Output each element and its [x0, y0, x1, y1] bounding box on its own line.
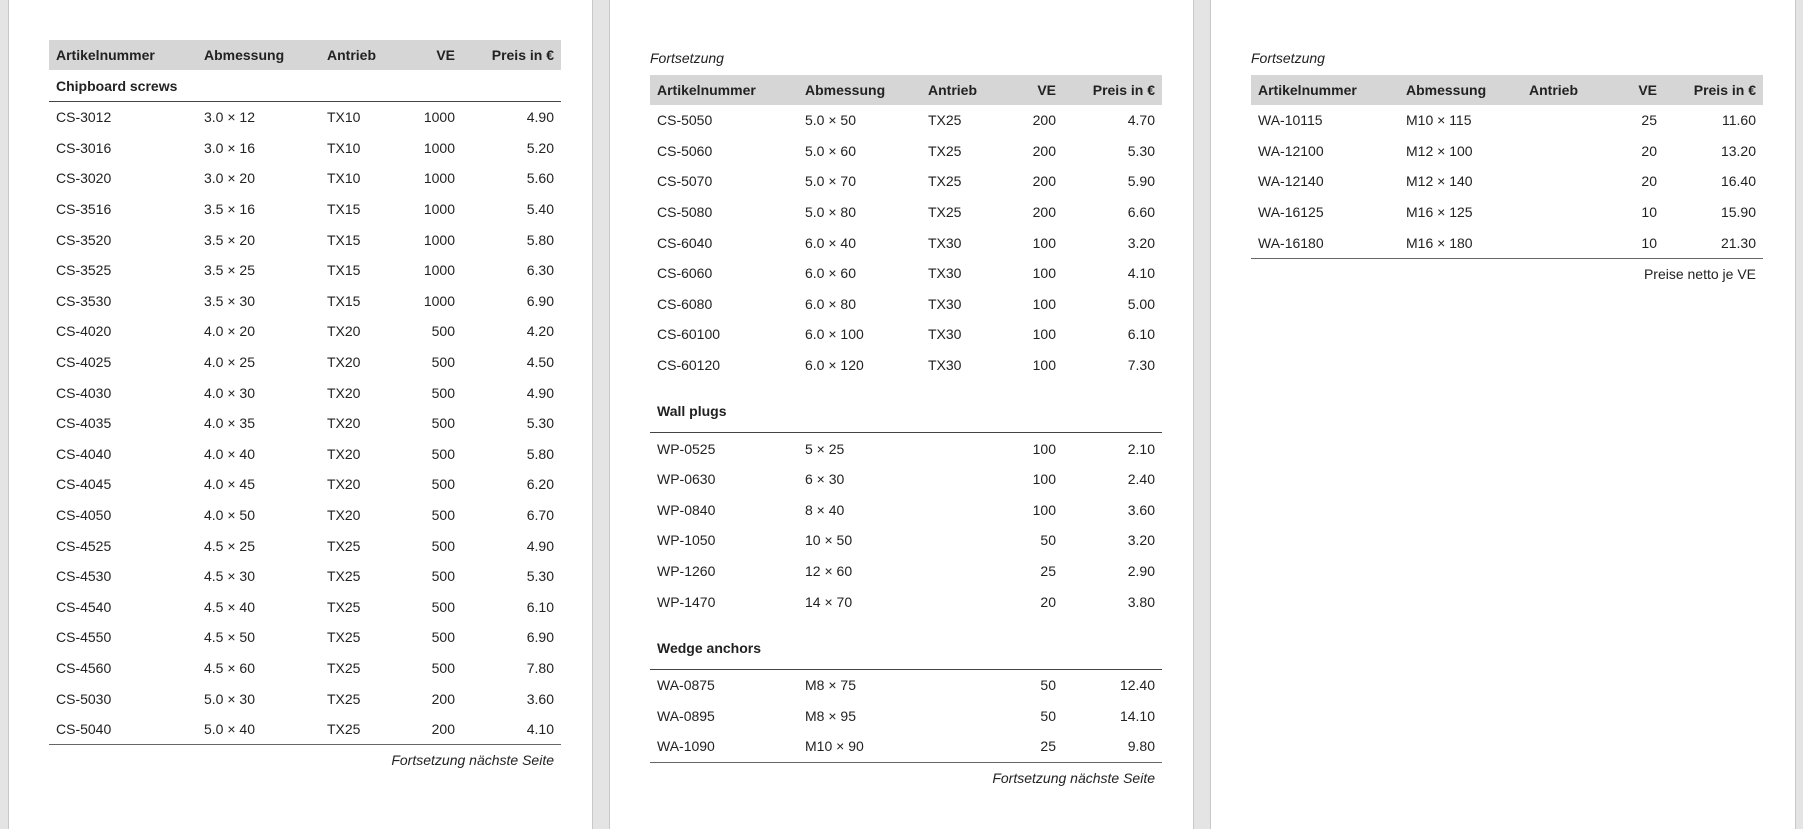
section-title: Wedge anchors	[650, 617, 1162, 670]
cell-artikelnummer: CS-4530	[56, 568, 112, 585]
cell-antrieb	[1522, 197, 1604, 228]
cell-preis: 6.10	[526, 598, 554, 615]
cell-antrieb: TX25	[327, 659, 361, 676]
cell-artikelnummer: WP-1260	[657, 563, 716, 580]
cell-ve: 100	[1032, 501, 1056, 518]
continuation-next-page: Fortsetzung nächste Seite	[391, 752, 554, 769]
cell-antrieb	[1522, 227, 1604, 258]
table-row	[1251, 197, 1763, 228]
cell-preis: 4.90	[526, 537, 554, 554]
cell-preis: 3.20	[1127, 532, 1155, 549]
cell-ve: 20	[1641, 142, 1657, 159]
cell-antrieb: TX25	[327, 568, 361, 585]
cell-artikelnummer: WA-0875	[657, 677, 715, 694]
continuation-label: Fortsetzung	[1251, 50, 1325, 66]
table-row	[1251, 105, 1763, 136]
cell-ve: 1000	[423, 109, 455, 126]
cell-preis: 3.60	[526, 690, 554, 707]
cell-artikelnummer: CS-5040	[49, 714, 197, 745]
cell-abmessung: 4.0 × 50	[204, 507, 255, 524]
cell-artikelnummer: CS-5060	[657, 142, 713, 159]
cell-ve: 500	[431, 568, 455, 585]
table-row	[49, 194, 561, 225]
cell-antrieb	[921, 669, 1003, 700]
table-row	[1251, 166, 1763, 197]
cell-preis: 5.80	[526, 445, 554, 462]
cell-ve: 100	[1032, 265, 1056, 282]
cell-artikelnummer: CS-3516	[56, 201, 112, 218]
cell-preis: 6.30	[526, 262, 554, 279]
cell-preis: 4.20	[526, 323, 554, 340]
table-row	[650, 586, 1162, 617]
cell-ve: 500	[431, 415, 455, 432]
cell-artikelnummer: CS-4025	[56, 354, 112, 371]
cell-preis: 16.40	[1720, 173, 1756, 190]
cell-preis: 9.80	[1063, 731, 1162, 762]
cell-antrieb	[921, 495, 1003, 526]
table-row	[650, 136, 1162, 167]
cell-artikelnummer: CS-3012	[56, 109, 112, 126]
table-row	[650, 350, 1162, 381]
header-ve: VE	[402, 40, 462, 70]
price-table	[49, 40, 561, 745]
cell-artikelnummer: CS-4020	[56, 323, 112, 340]
cell-antrieb: TX30	[928, 295, 962, 312]
cell-artikelnummer: WA-1090	[650, 731, 798, 762]
cell-ve: 1000	[423, 231, 455, 248]
header-preis: Preis in €	[1063, 75, 1162, 105]
cell-antrieb	[921, 525, 1003, 556]
header-ve: VE	[1604, 75, 1664, 105]
header-artikelnummer: Artikelnummer	[1251, 75, 1399, 105]
cell-abmessung: M8 × 95	[805, 707, 856, 724]
cell-ve: 25	[1641, 112, 1657, 129]
table-row	[49, 286, 561, 317]
cell-antrieb	[921, 731, 1003, 762]
section-title: Chipboard screws	[49, 70, 561, 102]
cell-ve: 500	[431, 659, 455, 676]
cell-artikelnummer: CS-60100	[657, 326, 721, 343]
cell-abmessung: 5 × 25	[805, 440, 845, 457]
cell-ve: 100	[1032, 234, 1056, 251]
table-row	[49, 102, 561, 133]
cell-ve: 1000	[423, 170, 455, 187]
cell-antrieb	[1522, 105, 1604, 136]
cell-antrieb: TX15	[327, 262, 361, 279]
cell-preis: 6.10	[1127, 326, 1155, 343]
cell-ve: 500	[431, 445, 455, 462]
cell-abmessung: 8 × 40	[805, 501, 845, 518]
cell-artikelnummer: CS-4030	[56, 384, 112, 401]
cell-ve: 10	[1604, 227, 1664, 258]
cell-ve: 200	[1032, 112, 1056, 129]
table-row	[49, 255, 561, 286]
cell-antrieb: TX20	[327, 476, 361, 493]
header-abmessung: Abmessung	[798, 75, 921, 105]
cell-antrieb: TX30	[928, 357, 962, 374]
table-row	[49, 653, 561, 684]
header-artikelnummer: Artikelnummer	[49, 40, 197, 70]
cell-ve: 100	[1032, 471, 1056, 488]
cell-artikelnummer: CS-4550	[56, 629, 112, 646]
cell-ve: 500	[431, 598, 455, 615]
cell-preis: 2.90	[1127, 563, 1155, 580]
table-header-row	[650, 75, 1162, 105]
cell-abmessung: M10 × 115	[1406, 112, 1472, 129]
cell-ve: 500	[431, 323, 455, 340]
cell-abmessung: 6.0 × 40	[805, 234, 856, 251]
table-row	[650, 495, 1162, 526]
cell-ve: 1000	[423, 139, 455, 156]
price-table	[650, 75, 1162, 763]
cell-abmessung: 4.5 × 25	[204, 537, 255, 554]
cell-ve: 25	[1003, 731, 1063, 762]
cell-artikelnummer: WP-1050	[657, 532, 716, 549]
cell-preis: 5.60	[526, 170, 554, 187]
header-antrieb: Antrieb	[320, 40, 402, 70]
cell-ve: 10	[1641, 204, 1657, 221]
cell-abmessung: M8 × 75	[805, 677, 856, 694]
table-row	[49, 133, 561, 164]
cell-abmessung: 4.0 × 20	[204, 323, 255, 340]
cell-antrieb: TX25	[928, 204, 962, 221]
cell-artikelnummer: WP-1470	[657, 593, 716, 610]
cell-artikelnummer: WA-16125	[1258, 204, 1324, 221]
cell-preis: 4.70	[1127, 112, 1155, 129]
cell-preis: 5.30	[526, 415, 554, 432]
section-heading-row	[49, 70, 561, 102]
cell-antrieb: TX20	[327, 323, 361, 340]
table-row	[49, 714, 561, 745]
cell-abmessung: 6 × 30	[805, 471, 845, 488]
cell-artikelnummer: WA-16180	[1251, 227, 1399, 258]
cell-ve: 200	[1032, 204, 1056, 221]
cell-abmessung: 4.5 × 30	[204, 568, 255, 585]
cell-artikelnummer: CS-6060	[657, 265, 713, 282]
cell-preis: 5.40	[526, 201, 554, 218]
table-row	[650, 227, 1162, 258]
cell-preis: 5.20	[526, 139, 554, 156]
cell-antrieb: TX25	[928, 142, 962, 159]
cell-ve: 100	[1032, 440, 1056, 457]
cell-antrieb: TX10	[327, 170, 361, 187]
cell-antrieb: TX20	[327, 384, 361, 401]
cell-antrieb: TX25	[320, 714, 402, 745]
cell-abmessung: 3.0 × 20	[204, 170, 255, 187]
cell-preis: 4.90	[526, 109, 554, 126]
cell-artikelnummer: CS-3525	[56, 262, 112, 279]
cell-ve: 1000	[423, 262, 455, 279]
cell-antrieb: TX15	[327, 231, 361, 248]
cell-artikelnummer: CS-5050	[657, 112, 713, 129]
cell-abmessung: 14 × 70	[805, 593, 853, 610]
header-artikelnummer: Artikelnummer	[650, 75, 798, 105]
cell-abmessung: 10 × 50	[805, 532, 853, 549]
cell-abmessung: 4.0 × 40	[204, 445, 255, 462]
cell-antrieb: TX25	[327, 537, 361, 554]
cell-artikelnummer: CS-6040	[657, 234, 713, 251]
cell-artikelnummer: CS-4560	[56, 659, 112, 676]
cell-antrieb	[921, 586, 1003, 617]
cell-ve: 100	[1032, 295, 1056, 312]
cell-antrieb	[1522, 136, 1604, 167]
cell-artikelnummer: WP-0525	[657, 440, 716, 457]
section-heading-row	[650, 380, 1162, 433]
cell-preis: 5.90	[1127, 173, 1155, 190]
cell-abmessung: 3.0 × 12	[204, 109, 255, 126]
cell-antrieb: TX20	[327, 507, 361, 524]
table-row	[49, 622, 561, 653]
cell-ve: 500	[431, 384, 455, 401]
table-row	[49, 347, 561, 378]
cell-ve: 200	[402, 714, 462, 745]
cell-preis: 13.20	[1720, 142, 1756, 159]
cell-abmessung: 4.5 × 60	[204, 659, 255, 676]
cell-preis: 6.20	[526, 476, 554, 493]
table-row	[650, 731, 1162, 762]
cell-preis: 3.20	[1127, 234, 1155, 251]
cell-abmessung: M12 × 100	[1406, 142, 1473, 159]
header-preis: Preis in €	[462, 40, 561, 70]
cell-preis: 6.70	[526, 507, 554, 524]
cell-antrieb: TX10	[327, 109, 361, 126]
cell-ve: 500	[431, 354, 455, 371]
cell-abmessung: 6.0 × 80	[805, 295, 856, 312]
cell-preis: 11.60	[1722, 112, 1756, 129]
table-row	[49, 163, 561, 194]
cell-abmessung: 5.0 × 80	[805, 204, 856, 221]
cell-ve: 500	[431, 537, 455, 554]
cell-artikelnummer: WA-0895	[657, 707, 715, 724]
cell-ve: 50	[1040, 532, 1056, 549]
cell-artikelnummer: CS-6080	[657, 295, 713, 312]
table-row	[650, 433, 1162, 464]
cell-abmessung: 4.0 × 45	[204, 476, 255, 493]
cell-artikelnummer: CS-4050	[56, 507, 112, 524]
cell-abmessung: 3.5 × 30	[204, 292, 255, 309]
table-row	[650, 669, 1162, 700]
cell-antrieb: TX20	[327, 354, 361, 371]
cell-ve: 20	[1641, 173, 1657, 190]
cell-ve: 200	[1032, 173, 1056, 190]
cell-antrieb: TX10	[327, 139, 361, 156]
cell-preis: 15.90	[1720, 204, 1756, 221]
table-row	[650, 464, 1162, 495]
cell-preis: 3.60	[1127, 501, 1155, 518]
header-ve: VE	[1003, 75, 1063, 105]
cell-artikelnummer: CS-3530	[56, 292, 112, 309]
catalog-page-1	[8, 0, 593, 829]
table-row	[49, 377, 561, 408]
cell-artikelnummer: CS-3520	[56, 231, 112, 248]
cell-abmessung: 12 × 60	[805, 563, 853, 580]
cell-abmessung: 3.5 × 25	[204, 262, 255, 279]
table-row	[49, 500, 561, 531]
cell-artikelnummer: CS-3020	[56, 170, 112, 187]
cell-ve: 20	[1040, 593, 1056, 610]
cell-abmessung: 4.5 × 40	[204, 598, 255, 615]
table-header-row	[49, 40, 561, 70]
cell-abmessung: M16 × 125	[1406, 204, 1473, 221]
cell-artikelnummer: CS-5070	[657, 173, 713, 190]
cell-abmessung: 5.0 × 70	[805, 173, 856, 190]
cell-ve: 25	[1040, 563, 1056, 580]
cell-artikelnummer: CS-3016	[56, 139, 112, 156]
cell-preis: 6.90	[526, 629, 554, 646]
cell-artikelnummer: CS-4045	[56, 476, 112, 493]
cell-preis: 5.00	[1127, 295, 1155, 312]
cell-artikelnummer: WP-0630	[657, 471, 716, 488]
cell-antrieb	[921, 433, 1003, 464]
cell-preis: 12.40	[1119, 677, 1155, 694]
cell-abmessung: 3.5 × 20	[204, 231, 255, 248]
cell-ve: 500	[431, 476, 455, 493]
cell-antrieb	[921, 556, 1003, 587]
cell-antrieb: TX25	[928, 112, 962, 129]
cell-ve: 1000	[423, 292, 455, 309]
table-row	[650, 701, 1162, 732]
table-row	[49, 530, 561, 561]
cell-abmessung: 6.0 × 60	[805, 265, 856, 282]
header-antrieb: Antrieb	[1522, 75, 1604, 105]
cell-ve: 1000	[423, 201, 455, 218]
table-row	[49, 592, 561, 623]
cell-antrieb: TX30	[928, 265, 962, 282]
cell-preis: 5.80	[526, 231, 554, 248]
cell-abmessung: 6.0 × 120	[805, 357, 864, 374]
table-row	[650, 105, 1162, 136]
continuation-next-page: Fortsetzung nächste Seite	[992, 769, 1155, 786]
cell-artikelnummer: WP-0840	[657, 501, 716, 518]
continuation-label: Fortsetzung	[650, 50, 724, 66]
cell-artikelnummer: CS-4525	[56, 537, 112, 554]
table-row	[650, 319, 1162, 350]
cell-abmessung: 4.0 × 30	[204, 384, 255, 401]
cell-preis: 5.30	[1127, 142, 1155, 159]
cell-preis: 2.40	[1127, 471, 1155, 488]
table-row	[1251, 227, 1763, 258]
cell-abmessung: 5.0 × 40	[197, 714, 320, 745]
table-row	[650, 258, 1162, 289]
cell-abmessung: 5.0 × 60	[805, 142, 856, 159]
cell-ve: 200	[1032, 142, 1056, 159]
cell-preis: 3.80	[1127, 593, 1155, 610]
cell-antrieb	[921, 464, 1003, 495]
cell-abmessung: 4.0 × 25	[204, 354, 255, 371]
cell-antrieb: TX25	[327, 690, 361, 707]
table-row	[650, 289, 1162, 320]
cell-preis: 2.10	[1127, 440, 1155, 457]
table-row	[49, 224, 561, 255]
cell-preis: 6.90	[526, 292, 554, 309]
cell-ve: 500	[431, 507, 455, 524]
cell-preis: 21.30	[1664, 227, 1763, 258]
cell-abmessung: M16 × 180	[1399, 227, 1522, 258]
cell-preis: 4.90	[526, 384, 554, 401]
cell-preis: 7.30	[1127, 357, 1155, 374]
cell-preis: 6.60	[1127, 204, 1155, 221]
cell-antrieb	[1522, 166, 1604, 197]
cell-preis: 4.10	[1127, 265, 1155, 282]
cell-antrieb: TX30	[928, 326, 962, 343]
cell-antrieb	[921, 701, 1003, 732]
cell-ve: 200	[431, 690, 455, 707]
cell-artikelnummer: WA-12100	[1258, 142, 1324, 159]
cell-artikelnummer: CS-5030	[56, 690, 112, 707]
table-row	[650, 197, 1162, 228]
cell-abmessung: 3.5 × 16	[204, 201, 255, 218]
cell-preis: 7.80	[526, 659, 554, 676]
cell-antrieb: TX25	[327, 598, 361, 615]
table-row	[650, 166, 1162, 197]
cell-preis: 4.50	[526, 354, 554, 371]
table-row	[650, 556, 1162, 587]
cell-ve: 500	[431, 629, 455, 646]
section-heading-row	[650, 617, 1162, 670]
cell-abmessung: 5.0 × 50	[805, 112, 856, 129]
cell-abmessung: M12 × 140	[1406, 173, 1473, 190]
table-row	[49, 316, 561, 347]
cell-artikelnummer: CS-60120	[657, 357, 721, 374]
cell-antrieb: TX20	[327, 445, 361, 462]
table-row	[49, 439, 561, 470]
cell-artikelnummer: WA-10115	[1258, 112, 1323, 129]
catalog-page-3	[1210, 0, 1796, 829]
cell-abmessung: 6.0 × 100	[805, 326, 864, 343]
price-note: Preise netto je VE	[1643, 265, 1756, 282]
header-abmessung: Abmessung	[197, 40, 320, 70]
table-header-row	[1251, 75, 1763, 105]
header-preis: Preis in €	[1664, 75, 1763, 105]
cell-abmessung: 4.5 × 50	[204, 629, 255, 646]
table-row	[650, 525, 1162, 556]
cell-antrieb: TX20	[327, 415, 361, 432]
cell-preis: 4.10	[462, 714, 561, 745]
cell-ve: 100	[1032, 357, 1056, 374]
cell-artikelnummer: CS-4040	[56, 445, 112, 462]
cell-preis: 14.10	[1119, 707, 1155, 724]
cell-preis: 5.30	[526, 568, 554, 585]
cell-artikelnummer: CS-5080	[657, 204, 713, 221]
cell-ve: 50	[1040, 707, 1056, 724]
cell-antrieb: TX15	[327, 292, 361, 309]
catalog-page-2	[609, 0, 1194, 829]
cell-artikelnummer: CS-4540	[56, 598, 112, 615]
cell-abmessung: 3.0 × 16	[204, 139, 255, 156]
header-antrieb: Antrieb	[921, 75, 1003, 105]
cell-ve: 100	[1032, 326, 1056, 343]
cell-abmessung: 5.0 × 30	[204, 690, 255, 707]
price-table	[1251, 75, 1763, 259]
cell-abmessung: 4.0 × 35	[204, 415, 255, 432]
header-abmessung: Abmessung	[1399, 75, 1522, 105]
table-row	[49, 408, 561, 439]
table-row	[49, 469, 561, 500]
cell-ve: 50	[1040, 677, 1056, 694]
cell-artikelnummer: CS-4035	[56, 415, 112, 432]
cell-abmessung: M10 × 90	[798, 731, 921, 762]
cell-antrieb: TX30	[928, 234, 962, 251]
cell-antrieb: TX25	[928, 173, 962, 190]
table-row	[49, 683, 561, 714]
cell-artikelnummer: WA-12140	[1258, 173, 1324, 190]
section-title: Wall plugs	[650, 380, 1162, 433]
table-row	[49, 561, 561, 592]
cell-antrieb: TX15	[327, 201, 361, 218]
table-row	[1251, 136, 1763, 167]
cell-antrieb: TX25	[327, 629, 361, 646]
